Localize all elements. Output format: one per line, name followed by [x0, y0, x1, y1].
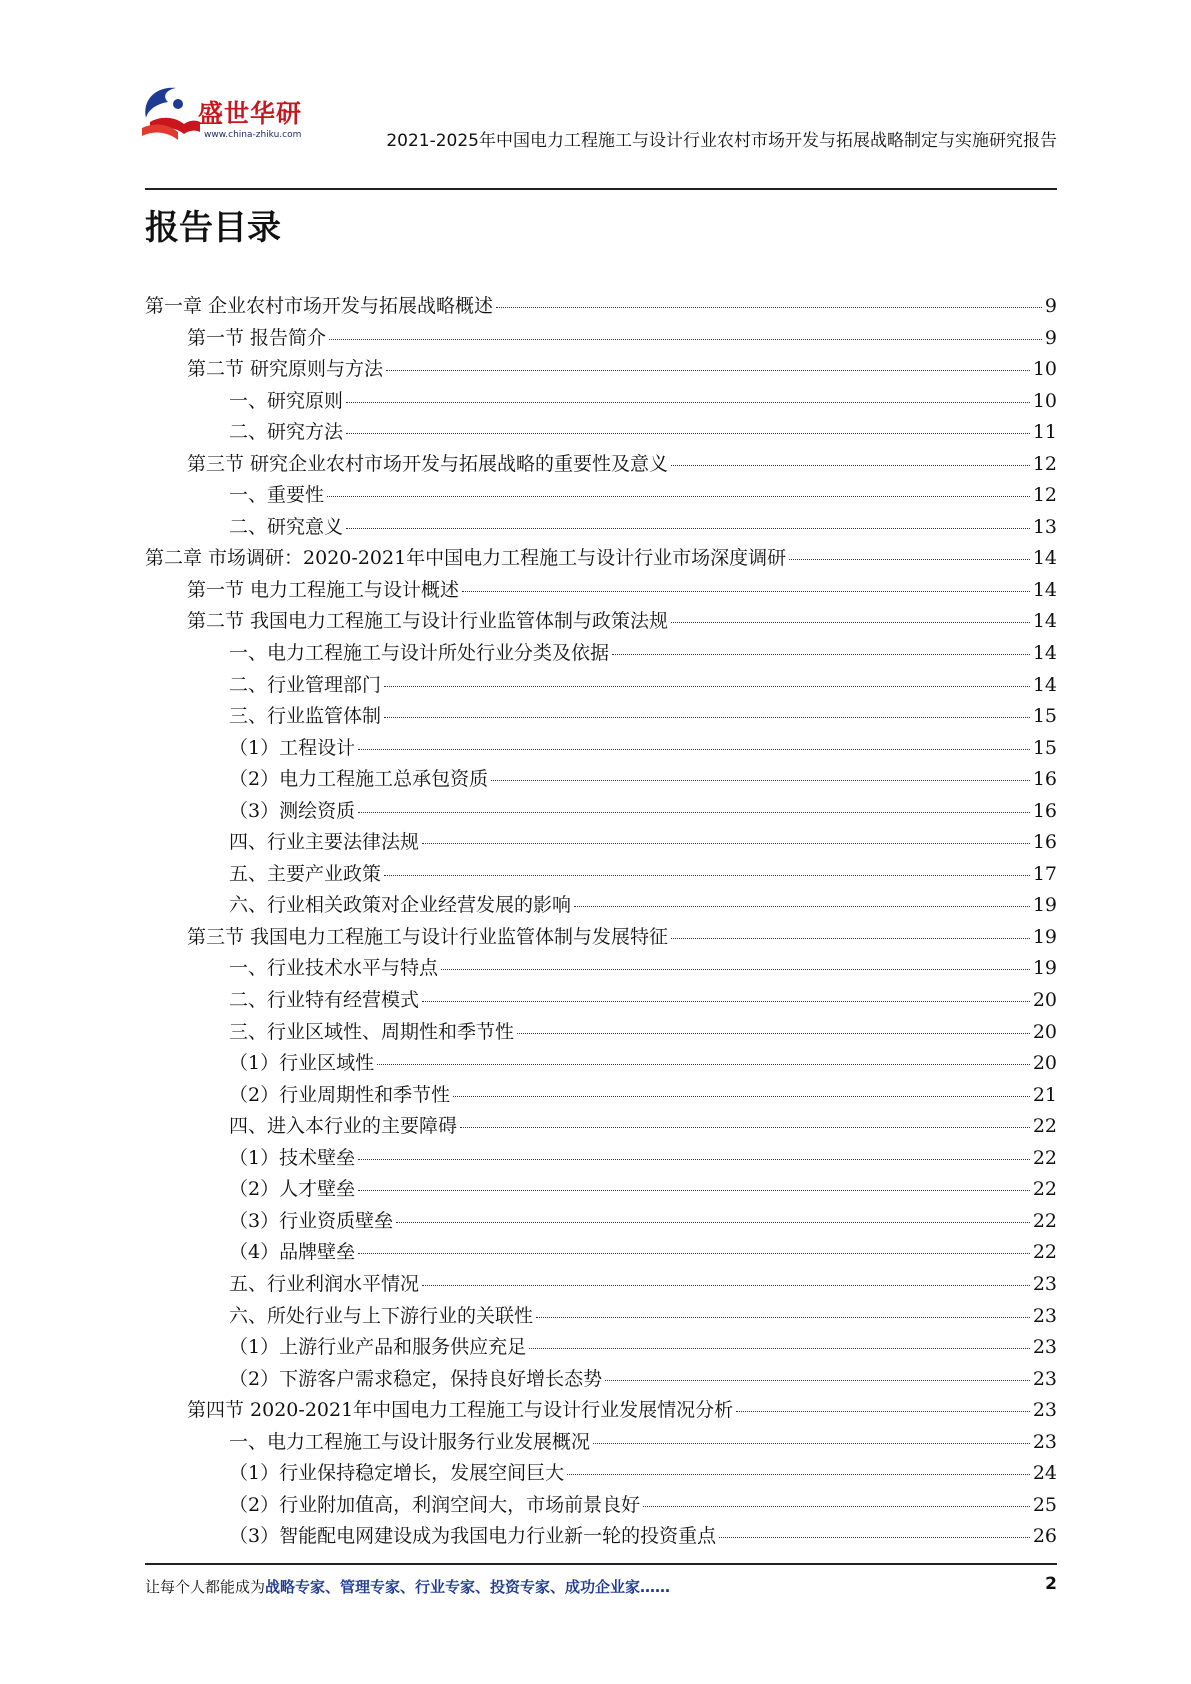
toc-leader-dots: [496, 307, 1042, 308]
toc-entry-page: 14: [1032, 642, 1057, 665]
toc-leader-dots: [441, 969, 1030, 970]
logo-url: www.china-zhiku.com: [204, 130, 302, 140]
toc-entry[interactable]: [145, 1332, 1057, 1364]
toc-entry-page: 23: [1032, 1399, 1057, 1422]
toc-entry-page: 25: [1032, 1493, 1057, 1516]
report-title: 2021-2025年中国电力工程施工与设计行业农村市场开发与拓展战略制定与实施研究报告: [386, 131, 1057, 151]
toc-entry-page: 24: [1032, 1462, 1057, 1485]
toc-entry-page: 17: [1032, 862, 1057, 885]
toc-entry-label: 五、主要产业政策: [229, 862, 382, 885]
toc-entry-page: 19: [1032, 957, 1057, 980]
toc-entry-label: 一、重要性: [229, 484, 325, 507]
toc-entry-page: 22: [1032, 1209, 1057, 1232]
toc-entry[interactable]: [145, 1301, 1057, 1333]
toc-entry-page: 14: [1032, 547, 1057, 570]
toc-entry-page: 9: [1044, 295, 1057, 317]
table-of-contents: [145, 291, 1057, 1553]
toc-leader-dots: [384, 875, 1030, 876]
toc-leader-dots: [491, 780, 1030, 781]
toc-entry-label: 四、行业主要法律法规: [229, 831, 420, 854]
toc-entry[interactable]: [145, 859, 1057, 891]
toc-entry-label: （3）测绘资质: [229, 799, 356, 822]
toc-leader-dots: [327, 496, 1030, 497]
toc-entry-label: （1）工程设计: [229, 736, 356, 759]
footer-slogan: [145, 1576, 670, 1597]
toc-entry-label: 一、行业技术水平与特点: [229, 957, 439, 980]
toc-entry-page: 14: [1032, 610, 1057, 633]
toc-entry[interactable]: [145, 890, 1057, 922]
toc-entry-label: 六、所处行业与上下游行业的关联性: [229, 1304, 534, 1327]
toc-entry[interactable]: [145, 480, 1057, 512]
toc-leader-dots: [671, 465, 1030, 466]
toc-leader-dots: [671, 622, 1030, 623]
toc-entry[interactable]: [145, 670, 1057, 702]
toc-leader-dots: [453, 1096, 1030, 1097]
toc-leader-dots: [517, 1033, 1030, 1034]
toc-leader-dots: [329, 339, 1042, 340]
toc-leader-dots: [386, 370, 1030, 371]
toc-entry-label: 第三节 研究企业农村市场开发与拓展战略的重要性及意义: [187, 452, 669, 475]
toc-entry-label: （1）技术壁垒: [229, 1146, 356, 1169]
toc-entry[interactable]: [145, 1017, 1057, 1049]
toc-entry[interactable]: [145, 1080, 1057, 1112]
toc-leader-dots: [358, 749, 1030, 750]
toc-leader-dots: [422, 1001, 1030, 1002]
toc-entry[interactable]: [145, 1206, 1057, 1238]
toc-entry-page: 11: [1032, 421, 1057, 444]
toc-entry[interactable]: [145, 323, 1057, 355]
toc-leader-dots: [593, 1443, 1030, 1444]
page-title: 报告目录: [145, 208, 281, 248]
toc-entry[interactable]: [145, 1237, 1057, 1269]
toc-leader-dots: [377, 1064, 1030, 1065]
toc-entry-label: 五、行业利润水平情况: [229, 1272, 420, 1295]
toc-leader-dots: [462, 591, 1030, 592]
toc-entry-page: 23: [1032, 1430, 1057, 1453]
toc-entry-label: 二、研究方法: [229, 421, 344, 444]
toc-entry-page: 12: [1032, 452, 1057, 475]
toc-entry-page: 16: [1032, 768, 1057, 791]
toc-entry-page: 9: [1044, 326, 1057, 349]
toc-entry-page: 23: [1032, 1272, 1057, 1295]
toc-entry[interactable]: [145, 417, 1057, 449]
toc-entry[interactable]: [145, 764, 1057, 796]
toc-entry[interactable]: [145, 291, 1057, 323]
toc-entry-page: 22: [1032, 1115, 1057, 1138]
toc-entry[interactable]: [145, 985, 1057, 1017]
toc-entry[interactable]: [145, 575, 1057, 607]
toc-entry[interactable]: [145, 638, 1057, 670]
toc-leader-dots: [422, 843, 1030, 844]
toc-entry[interactable]: [145, 733, 1057, 765]
toc-entry[interactable]: [145, 1395, 1057, 1427]
toc-entry-page: 14: [1032, 673, 1057, 696]
header-divider: [145, 188, 1057, 190]
toc-entry-page: 22: [1032, 1146, 1057, 1169]
toc-entry-page: 10: [1032, 358, 1057, 381]
toc-entry-label: 六、行业相关政策对企业经营发展的影响: [229, 894, 572, 917]
toc-entry-label: 第三节 我国电力工程施工与设计行业监管体制与发展特征: [187, 925, 669, 948]
toc-entry[interactable]: [145, 449, 1057, 481]
toc-entry-page: 21: [1032, 1083, 1057, 1106]
toc-entry-label: （3）行业资质壁垒: [229, 1209, 394, 1232]
toc-leader-dots: [529, 1348, 1030, 1349]
toc-entry-page: 16: [1032, 799, 1057, 822]
toc-entry[interactable]: [145, 1269, 1057, 1301]
toc-entry[interactable]: [145, 1111, 1057, 1143]
toc-entry-label: 二、行业特有经营模式: [229, 989, 420, 1012]
toc-entry-label: 四、进入本行业的主要障碍: [229, 1115, 458, 1138]
toc-leader-dots: [736, 1411, 1030, 1412]
toc-leader-dots: [358, 1159, 1030, 1160]
toc-entry-label: （1）上游行业产品和服务供应充足: [229, 1336, 527, 1359]
toc-leader-dots: [396, 1222, 1030, 1223]
toc-entry[interactable]: [145, 1427, 1057, 1459]
toc-leader-dots: [346, 433, 1030, 434]
toc-entry[interactable]: [145, 1490, 1057, 1522]
toc-entry-page: 15: [1032, 736, 1057, 759]
toc-entry[interactable]: [145, 1521, 1057, 1553]
toc-entry[interactable]: [145, 1048, 1057, 1080]
toc-leader-dots: [384, 686, 1030, 687]
toc-entry-label: 第二节 我国电力工程施工与设计行业监管体制与政策法规: [187, 610, 669, 633]
toc-entry-label: 第四节 2020-2021年中国电力工程施工与设计行业发展情况分析: [187, 1399, 734, 1422]
footer-divider: [145, 1563, 1057, 1565]
toc-entry-page: 14: [1032, 578, 1057, 601]
toc-entry-page: 12: [1032, 484, 1057, 507]
toc-entry-label: （4）品牌壁垒: [229, 1241, 356, 1264]
toc-leader-dots: [358, 1253, 1030, 1254]
toc-entry-page: 23: [1032, 1336, 1057, 1359]
toc-leader-dots: [346, 402, 1030, 403]
toc-entry[interactable]: [145, 543, 1057, 575]
toc-entry-page: 26: [1032, 1525, 1057, 1548]
toc-entry-label: 第一章 企业农村市场开发与拓展战略概述: [145, 295, 494, 317]
toc-entry-label: 第一节 报告简介: [187, 326, 327, 349]
toc-leader-dots: [460, 1127, 1030, 1128]
toc-entry-label: 第二节 研究原则与方法: [187, 358, 384, 381]
toc-entry[interactable]: [145, 1143, 1057, 1175]
toc-entry-page: 20: [1032, 989, 1057, 1012]
toc-entry[interactable]: [145, 354, 1057, 386]
footer-slogan-prefix: 让每个人都能成为: [145, 1578, 266, 1596]
toc-entry[interactable]: [145, 827, 1057, 859]
toc-entry-page: 19: [1032, 925, 1057, 948]
toc-entry-page: 23: [1032, 1367, 1057, 1390]
toc-entry-label: 第二章 市场调研：2020-2021年中国电力工程施工与设计行业市场深度调研: [145, 547, 787, 570]
toc-entry-label: （2）电力工程施工总承包资质: [229, 768, 489, 791]
toc-entry-label: 三、行业监管体制: [229, 705, 382, 728]
toc-entry-label: （1）行业区域性: [229, 1052, 375, 1075]
toc-entry-label: 三、行业区域性、周期性和季节性: [229, 1020, 515, 1043]
toc-entry-page: 20: [1032, 1020, 1057, 1043]
toc-leader-dots: [789, 559, 1030, 560]
toc-entry-label: 一、电力工程施工与设计服务行业发展概况: [229, 1430, 591, 1453]
toc-leader-dots: [536, 1317, 1030, 1318]
footer-slogan-highlight: 战略专家、管理专家、行业专家、投资专家、成功企业家……: [265, 1578, 671, 1596]
toc-leader-dots: [605, 1380, 1030, 1381]
toc-leader-dots: [384, 717, 1030, 718]
toc-entry[interactable]: [145, 1364, 1057, 1396]
toc-entry-page: 15: [1032, 705, 1057, 728]
toc-entry-page: 10: [1032, 389, 1057, 412]
toc-entry[interactable]: [145, 701, 1057, 733]
toc-leader-dots: [346, 528, 1030, 529]
toc-entry-label: 第一节 电力工程施工与设计概述: [187, 578, 460, 601]
toc-entry-label: （3）智能配电网建设成为我国电力行业新一轮的投资重点: [229, 1525, 717, 1548]
toc-leader-dots: [719, 1537, 1030, 1538]
toc-entry-label: 一、电力工程施工与设计所处行业分类及依据: [229, 642, 610, 665]
toc-entry-page: 22: [1032, 1241, 1057, 1264]
toc-leader-dots: [567, 1474, 1030, 1475]
toc-entry-label: （2）人才壁垒: [229, 1178, 356, 1201]
toc-entry-page: 22: [1032, 1178, 1057, 1201]
toc-entry[interactable]: [145, 953, 1057, 985]
toc-entry-label: 二、行业管理部门: [229, 673, 382, 696]
toc-entry[interactable]: [145, 606, 1057, 638]
toc-entry-label: （2）行业周期性和季节性: [229, 1083, 451, 1106]
toc-entry[interactable]: [145, 512, 1057, 544]
toc-entry-label: （1）行业保持稳定增长，发展空间巨大: [229, 1462, 565, 1485]
toc-leader-dots: [422, 1285, 1030, 1286]
toc-entry-page: 19: [1032, 894, 1057, 917]
toc-leader-dots: [612, 654, 1030, 655]
toc-entry-label: 一、研究原则: [229, 389, 344, 412]
toc-entry-page: 16: [1032, 831, 1057, 854]
toc-entry[interactable]: [145, 922, 1057, 954]
toc-entry-page: 13: [1032, 515, 1057, 538]
toc-leader-dots: [358, 812, 1030, 813]
toc-entry-label: （2）下游客户需求稳定，保持良好增长态势: [229, 1367, 603, 1390]
toc-leader-dots: [358, 1190, 1030, 1191]
toc-entry-page: 20: [1032, 1052, 1057, 1075]
toc-leader-dots: [671, 938, 1030, 939]
toc-leader-dots: [574, 906, 1030, 907]
toc-entry[interactable]: [145, 1174, 1057, 1206]
toc-entry-page: 23: [1032, 1304, 1057, 1327]
toc-leader-dots: [643, 1506, 1030, 1507]
toc-entry[interactable]: [145, 1458, 1057, 1490]
toc-entry-label: （2）行业附加值高，利润空间大，市场前景良好: [229, 1493, 641, 1516]
toc-entry[interactable]: [145, 386, 1057, 418]
logo-brand-name: 盛世华研: [198, 99, 303, 128]
toc-entry[interactable]: [145, 796, 1057, 828]
toc-entry-label: 二、研究意义: [229, 515, 344, 538]
page-number: 2: [1045, 1574, 1057, 1594]
